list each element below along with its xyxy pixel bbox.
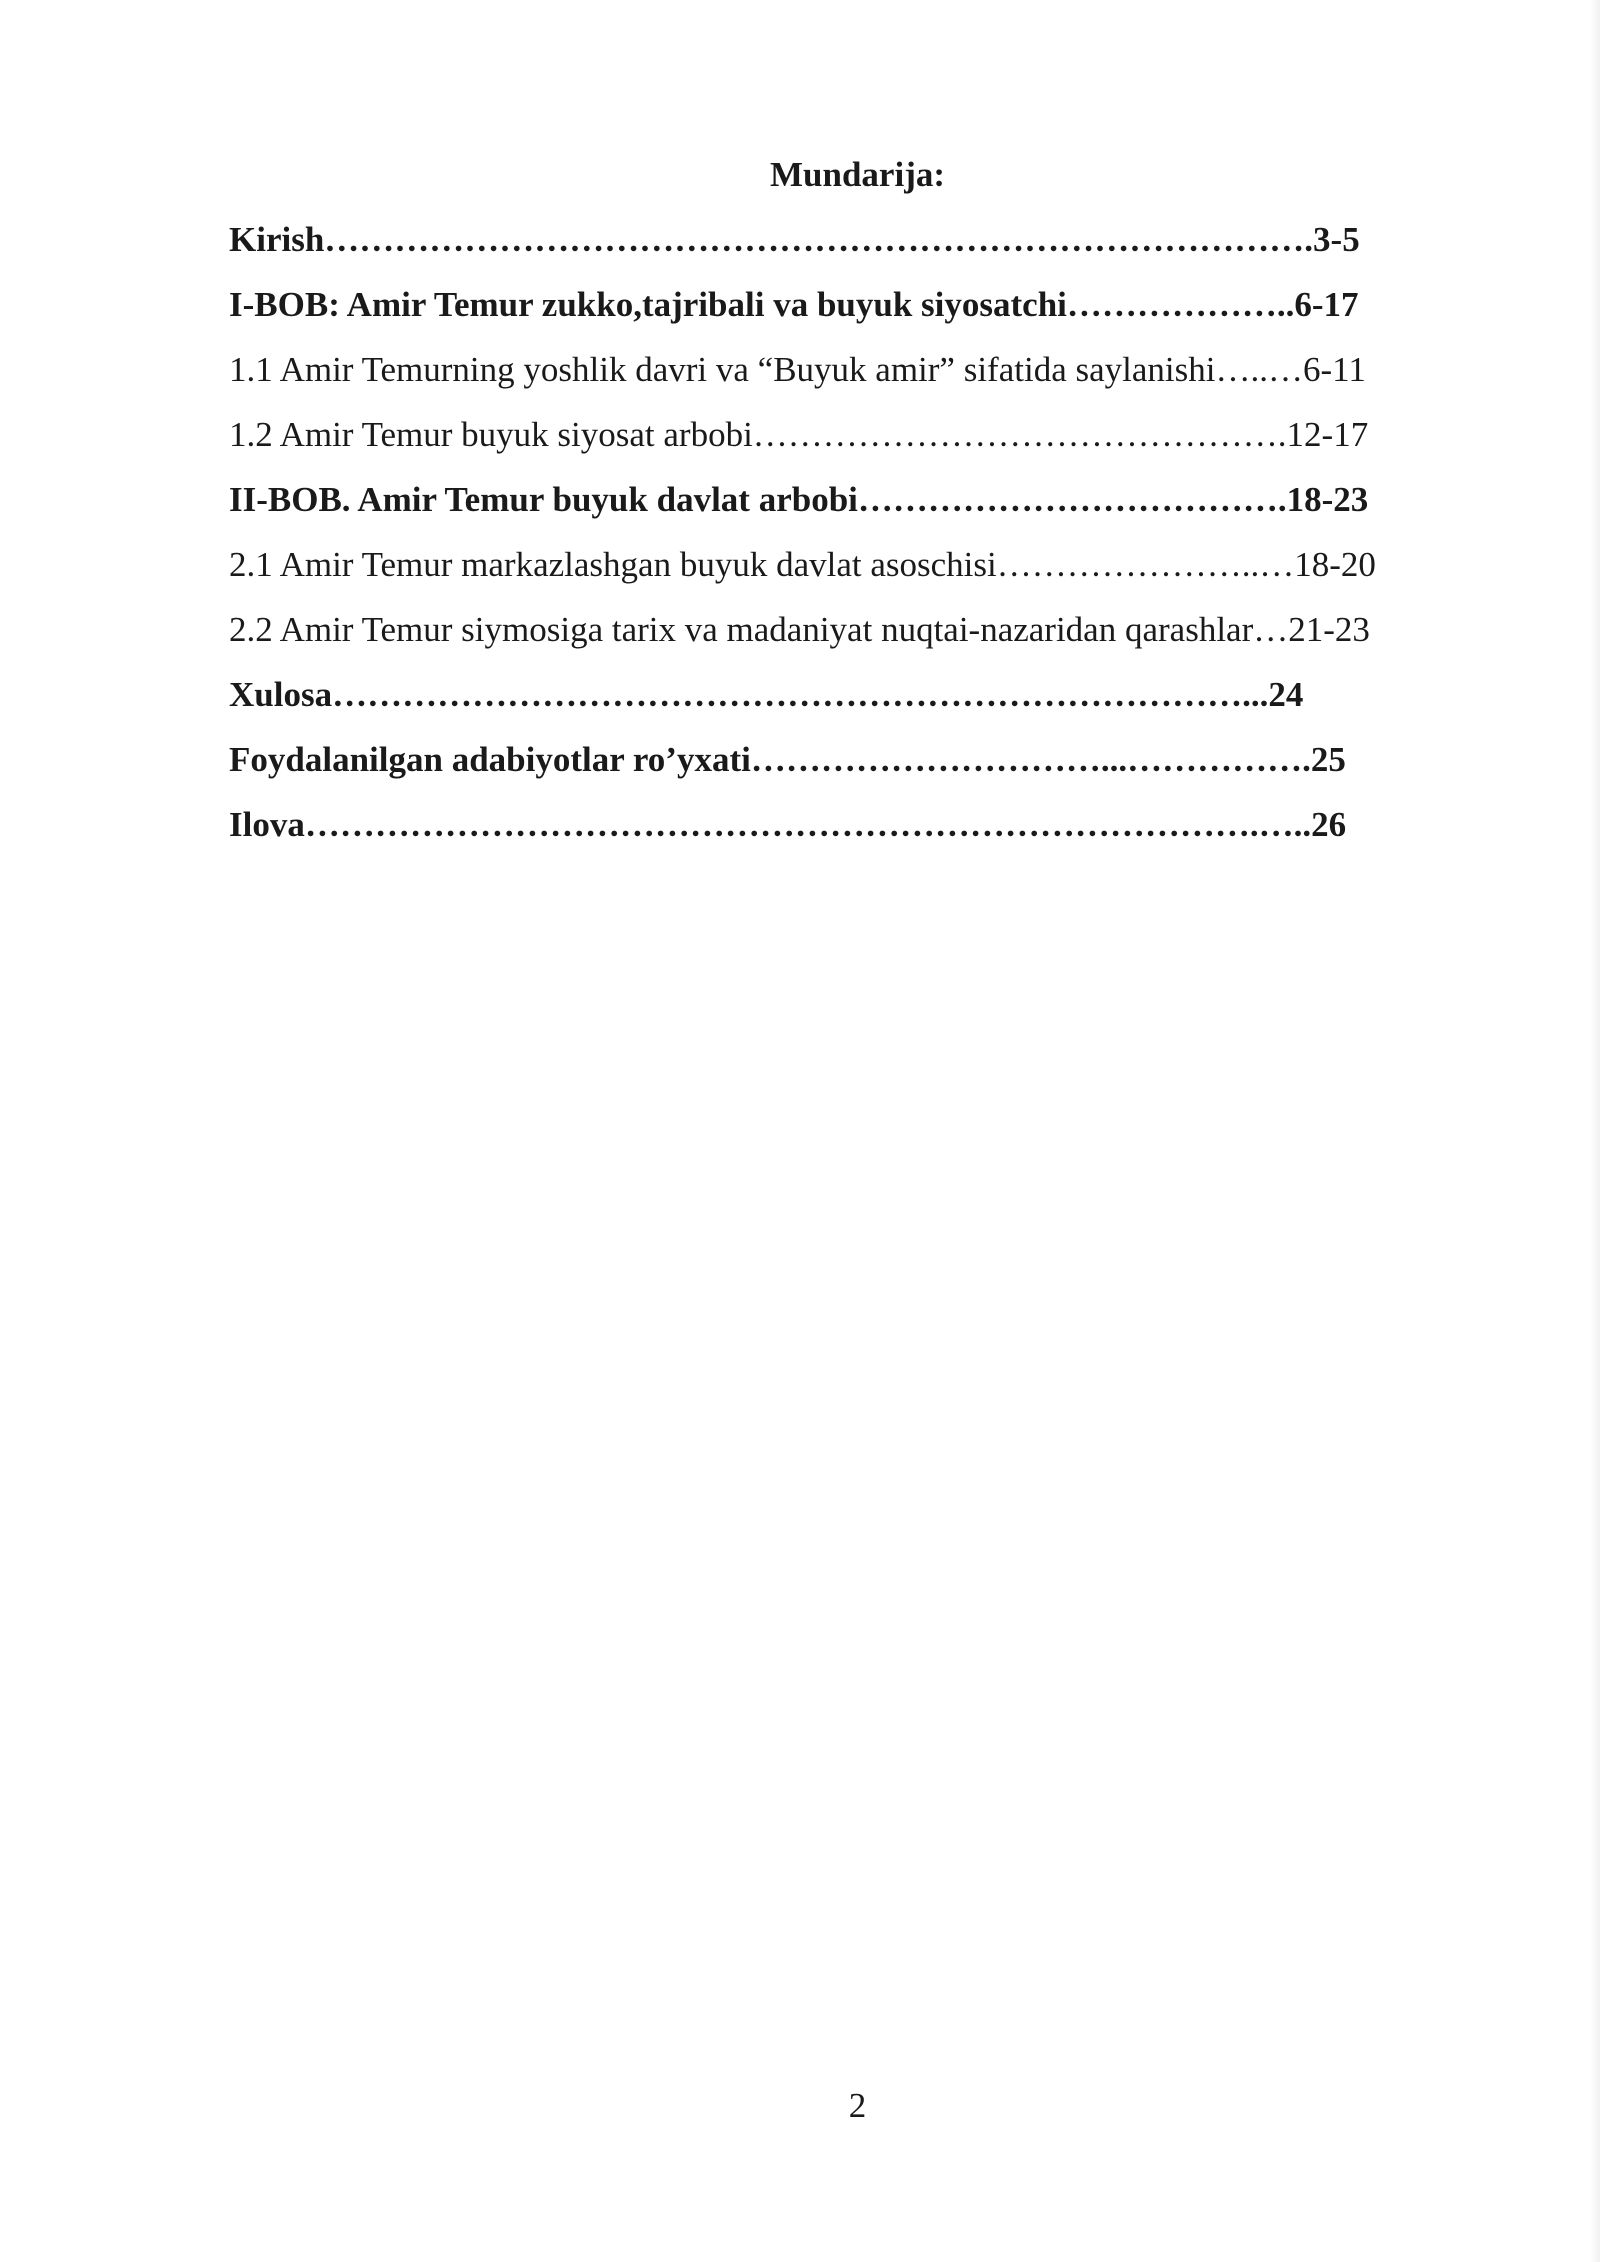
toc-entry-section-1-2: 1.2 Amir Temur buyuk siyosat arbobi……………………………………….12-17	[229, 415, 1369, 454]
page-edge-shadow	[1590, 0, 1600, 2262]
toc-entry-bibliography: Foydalanilgan adabiyotlar ro’yxati…………………………...…………….25	[229, 740, 1346, 779]
toc-entry-section-1-1: 1.1 Amir Temurning yoshlik davri va “Buyuk amir” sifatida saylanishi…..…6-11	[229, 350, 1366, 389]
toc-entry-chapter-2: II-BOB. Amir Temur buyuk davlat arbobi……………………………….18-23	[229, 480, 1369, 519]
toc-title: Mundarija:	[770, 155, 945, 194]
toc-entry-section-2-2: 2.2 Amir Temur siymosiga tarix va madaniyat nuqtai-nazaridan qarashlar…21-23	[229, 610, 1370, 649]
table-of-contents	[229, 217, 1459, 867]
toc-entry-kirish: Kirish………………………………………………………………………….3-5	[229, 220, 1360, 259]
toc-entry-chapter-1: I-BOB: Amir Temur zukko,tajribali va buyuk siyosatchi………………..6-17	[229, 285, 1359, 324]
toc-entry-ilova: Ilova……………………………………………………………………….…..26	[229, 805, 1347, 844]
toc-entry-xulosa: Xulosa……………………………………………………………………...24	[229, 675, 1304, 714]
toc-entry-section-2-1: 2.1 Amir Temur markazlashgan buyuk davlat asoschisi…………………..…18-20	[229, 545, 1376, 584]
page-number: 2	[848, 2086, 867, 2125]
